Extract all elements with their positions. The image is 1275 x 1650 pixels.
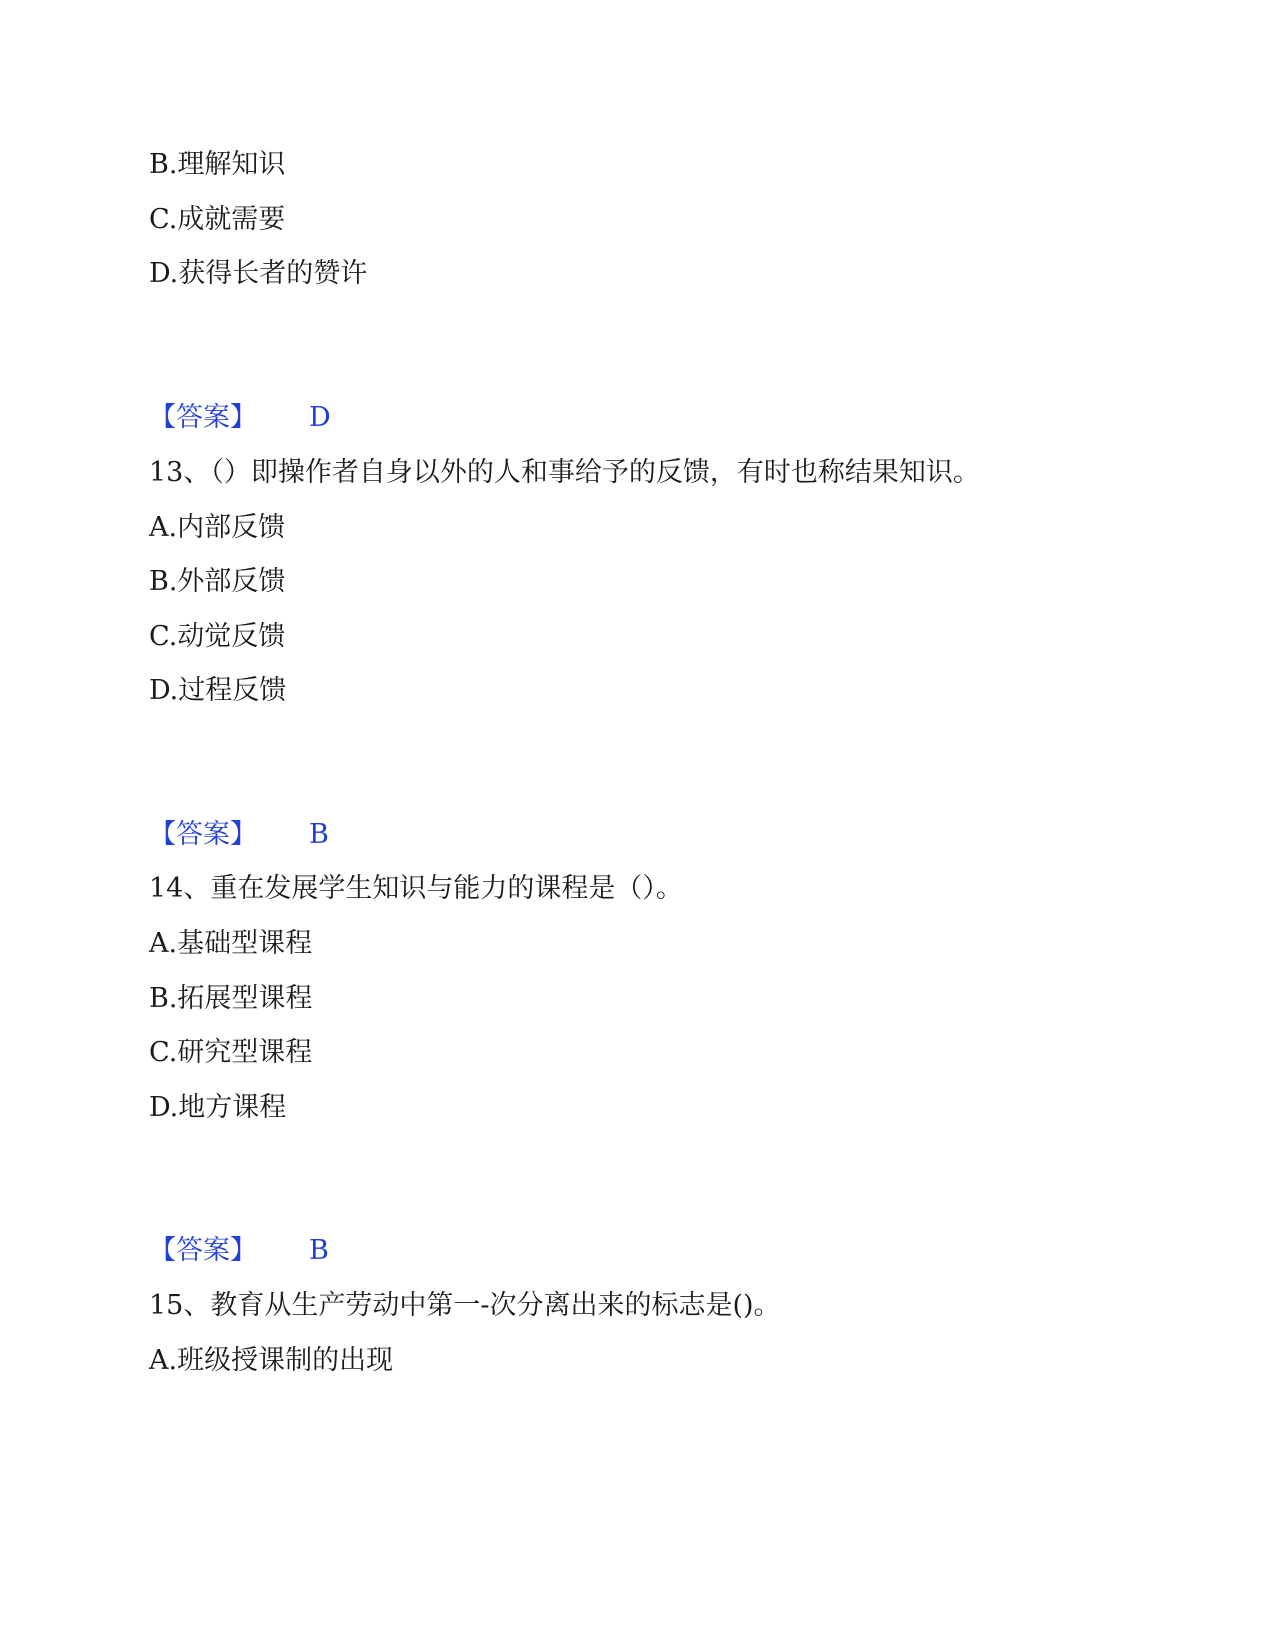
answer-label: 【答案】 (149, 1235, 257, 1266)
q12-answer (149, 401, 331, 435)
q13-option-d: D.过程反馈 (149, 675, 287, 706)
q14-option-d: D.地方课程 (149, 1092, 287, 1123)
q14-stem: 14、重在发展学生知识与能力的课程是（）。 (149, 873, 683, 904)
q15-option-a: A.班级授课制的出现 (149, 1345, 394, 1376)
q13-stem: 13、（）即操作者自身以外的人和事给予的反馈，有时也称结果知识。 (149, 457, 980, 488)
q13-option-a: A.内部反馈 (149, 512, 286, 543)
answer-value: B (309, 1235, 329, 1266)
q12-option-d: D.获得长者的赞许 (149, 258, 368, 289)
answer-value: D (309, 402, 331, 433)
answer-label: 【答案】 (149, 402, 257, 433)
q14-option-c: C.研究型课程 (149, 1037, 313, 1068)
q14-answer (149, 1234, 329, 1268)
q12-option-b: B.理解知识 (149, 149, 286, 180)
q14-option-b: B.拓展型课程 (149, 983, 313, 1014)
answer-label: 【答案】 (149, 819, 257, 850)
q13-answer (149, 818, 329, 852)
q12-option-c: C.成就需要 (149, 204, 286, 235)
answer-value: B (309, 819, 329, 850)
q13-option-c: C.动觉反馈 (149, 621, 286, 652)
q13-option-b: B.外部反馈 (149, 566, 286, 597)
q14-option-a: A.基础型课程 (149, 928, 313, 959)
q15-stem: 15、教育从生产劳动中第一-次分离出来的标志是()。 (149, 1290, 781, 1321)
